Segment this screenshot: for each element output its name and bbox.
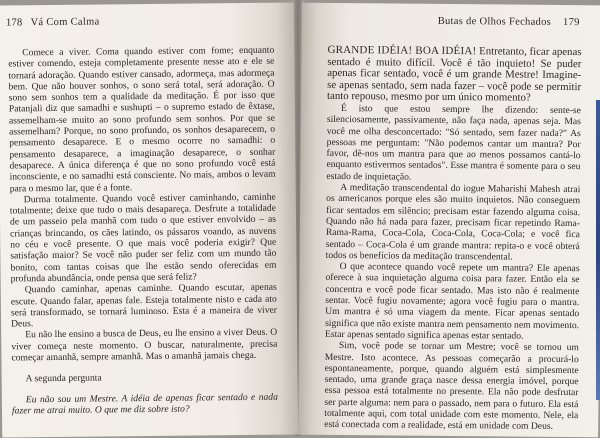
- left-running-head: Vá Com Calma: [30, 16, 100, 29]
- right-page: [298, 3, 600, 438]
- paragraph: Quando caminhar, apenas caminhe. Quando escutar, apenas escute. Quando falar, apenas fale. Esteja totalmente nisto e cada ato será transformado, se tornará luminoso. Esta é a maneira de viver Deus.: [10, 281, 278, 330]
- paragraph: Sim, você pode se tornar um Mestre; você se tornou um Mestre. Isto acontece. As pessoas começarão a procurá-lo espontaneamente, porque, quando alguém está simplesmente sentado, uma grande graça nasce dessa energia imóvel, porque essa pessoa está totalmente no presente. Ela não pode desfrutar ser parte alguma: nem para o passado, nem para o futuro. Ela está totalmente aqui, com total unidade com este momento. Nele, ela está conectada com a realidade, está em unidade com Deus.: [324, 340, 579, 433]
- left-page-body: [8, 45, 278, 417]
- right-page-header: [438, 16, 580, 28]
- paragraph: Eu não lhe ensino a busca de Deus, eu lhe ensino a viver Deus. O viver começa neste momento. O buscar, naturalmente, precisa começar amanhã, sempre amanhã. Mas o amanhã jamais chega.: [11, 327, 278, 364]
- opening-caps: GRANDE IDÉIA! BOA IDÉIA!: [327, 43, 477, 58]
- left-page-header: [6, 16, 100, 28]
- right-running-head: Butas de Olhos Fechados: [437, 15, 552, 28]
- opening-rest: Entretanto, ficar apenas sentado é muito difícil. Você é tão inquieto! Se puder apenas ficar sentado, você é um grande Mestre! Imagine-se apenas sentado, sem nada fazer – você pode se permitir tanto repouso, mesmo por um único momento?: [327, 45, 582, 105]
- right-page-body: [324, 45, 581, 433]
- left-page-number: 178: [5, 17, 23, 29]
- opening-paragraph: [327, 45, 581, 105]
- paragraph: Durma totalmente. Quando você estiver caminhando, caminhe totalmente; deixe que tudo o mais desapareça. Desfrute a totalidade de um passeio pela manhã com tudo o que estiver envolvido – as crianças brincando, os cães latindo, os pássaros voando, as nuvens no céu e você presente. O que mais você poderia exigir? Que satisfação maior? Se você não puder ser feliz com um mundo tão bonito, com tantas coisas que lhe estão sendo oferecidas em profunda abundância, onde pensa que será feliz?: [9, 191, 277, 285]
- paragraph: O que acontece quando você repete um mantra? Ele apenas oferece à sua inquietação alguma coisa para fazer. Então ela se concentra e você pode ficar sentado. Mas isto não é realmente sentar. Você fugiu novamente; agora você fugiu para o mantra. Um mantra é só uma viagem da mente. Ficar apenas sentado significa que não existe mantra nem pensamento nem movimento. Estar apenas sentado significa apenas estar sentado.: [324, 261, 580, 342]
- background-edge: [596, 100, 600, 400]
- paragraph: É isto que estou sempre lhe dizendo: sente-se silenciosamente, passivamente, não faça nada, apenas seja. Mas você me olha desconcertado: "Só sentado, sem fazer nada?" As pessoas me perguntam: "Não podemos cantar um mantra? Por favor, dê-nos um mantra para que ao menos possamos cantá-lo enquanto estivermos sentados". Esse mantra é somente para o seu estado de inquietação.: [326, 103, 582, 183]
- right-page-number: 179: [563, 16, 580, 29]
- section-title: A segunda pergunta: [25, 372, 102, 385]
- paragraph: Comece a viver. Coma quando estiver com fome; enquanto estiver comendo, esteja completamente presente nesse ato e ele se tornará adoração. Quando estiver cansado, adormeça, mas adormeça bem. Que não houver sonhos, o sono será total, será adoração. O sono sem sonhos tem a qualidade da meditação. É por isso que Patanjali diz que samadhi e sushupti – o supremo estado de êxtase, assemelham-se muito ao sono profundo sem sonhos. Por que se assemelham? Porque, no sono profundo, os sonhos desaparecem, o pensamento desaparece. E o mesmo ocorre no samadhi: o pensamento desaparece, a imaginação desaparece, o sonhar desaparece. A única diferença é que no sono profundo você está inconsciente, e no samadhi está consciente. No mais, ambos o levam para o mesmo lar, que é a fonte.: [8, 44, 276, 195]
- paragraph: A meditação transcendental do iogue Maharishi Mahesh atrai os americanos porque eles são muito inquietos. Não conseguem ficar sentados em silêncio; precisam estar fazendo alguma coisa. Quando não há nada para fazer, precisam ficar repetindo Rama-Rama-Rama, Coca-Cola, Coca-Cola, Coca-Cola; e você fica sentado – Coca-Cola é um grande mantra: repita-o e você obterá todos os benefícios da meditação transcendental.: [325, 182, 581, 263]
- left-page: [0, 2, 298, 437]
- question-text: Eu não sou um Mestre. A idéia de apenas ficar sentado e nada fazer me atrai muito. O que me diz sobre isto?: [11, 391, 278, 417]
